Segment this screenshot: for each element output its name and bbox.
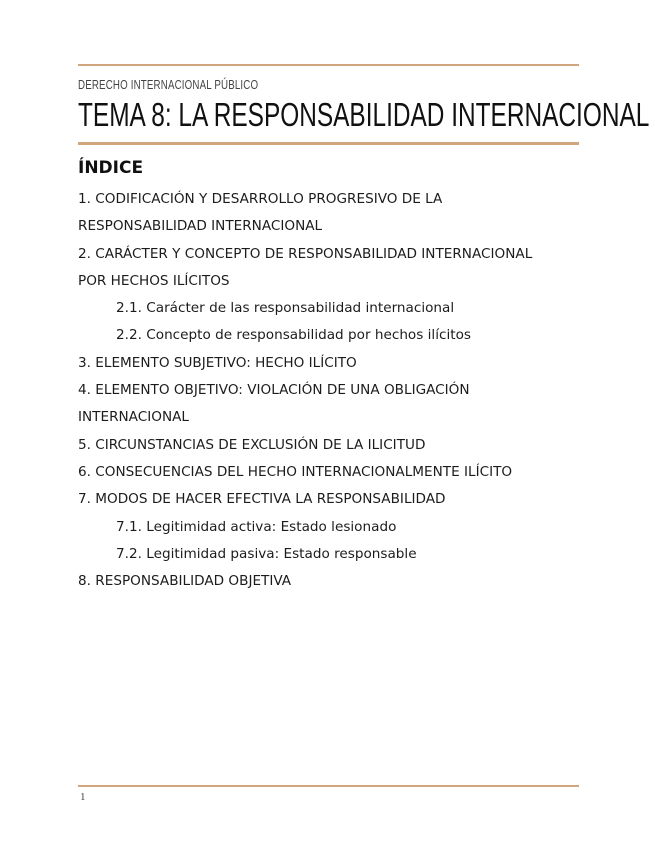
toc-item — [78, 350, 598, 377]
toc-item-line: INTERNACIONAL — [78, 409, 189, 426]
toc-item — [78, 241, 598, 296]
page-title: TEMA 8: LA RESPONSABILIDAD INTERNACIONAL — [78, 96, 650, 133]
toc-item-line: 4. ELEMENTO OBJETIVO: VIOLACIÓN DE UNA OBLIGACIÓN — [78, 382, 470, 399]
footer-rule — [78, 785, 579, 787]
index-heading: ÍNDICE — [78, 158, 144, 178]
toc-item-line: 2.1. Carácter de las responsabilidad internacional — [116, 300, 455, 317]
toc-subitem — [78, 514, 598, 541]
toc-item-line: 5. CIRCUNSTANCIAS DE EXCLUSIÓN DE LA ILICITUD — [78, 436, 426, 453]
toc-item-line: 3. ELEMENTO SUBJETIVO: HECHO ILÍCITO — [78, 354, 357, 371]
toc-subitem — [78, 295, 598, 322]
table-of-contents — [78, 186, 598, 595]
toc-subitem — [78, 541, 598, 568]
toc-item — [78, 486, 598, 513]
toc-item — [78, 459, 598, 486]
toc-item-line: 7.1. Legitimidad activa: Estado lesionado — [116, 518, 397, 535]
toc-item — [78, 568, 598, 595]
document-subject: DERECHO INTERNACIONAL PÚBLICO — [78, 78, 259, 92]
toc-item — [78, 186, 598, 241]
toc-item-line: 1. CODIFICACIÓN Y DESARROLLO PROGRESIVO DE LA — [78, 191, 443, 207]
toc-item-line: 2. CARÁCTER Y CONCEPTO DE RESPONSABILIDAD INTERNACIONAL — [78, 245, 533, 262]
toc-item-line: 8. RESPONSABILIDAD OBJETIVA — [78, 573, 292, 590]
toc-subitem — [78, 322, 598, 349]
header-bottom-rule — [78, 142, 579, 145]
toc-item-line: 6. CONSECUENCIAS DEL HECHO INTERNACIONALMENTE ILÍCITO — [78, 463, 513, 480]
toc-item — [78, 377, 598, 432]
toc-item-line: 7. MODOS DE HACER EFECTIVA LA RESPONSABILIDAD — [78, 491, 446, 508]
toc-item-line: 7.2. Legitimidad pasiva: Estado responsable — [116, 545, 417, 562]
toc-item-line: 2.2. Concepto de responsabilidad por hechos ilícitos — [116, 327, 471, 344]
toc-item-line: POR HECHOS ILÍCITOS — [78, 272, 230, 289]
page-number: 1 — [80, 791, 86, 803]
toc-item-line: RESPONSABILIDAD INTERNACIONAL — [78, 218, 323, 235]
header-top-rule — [78, 64, 579, 66]
toc-item — [78, 432, 598, 459]
